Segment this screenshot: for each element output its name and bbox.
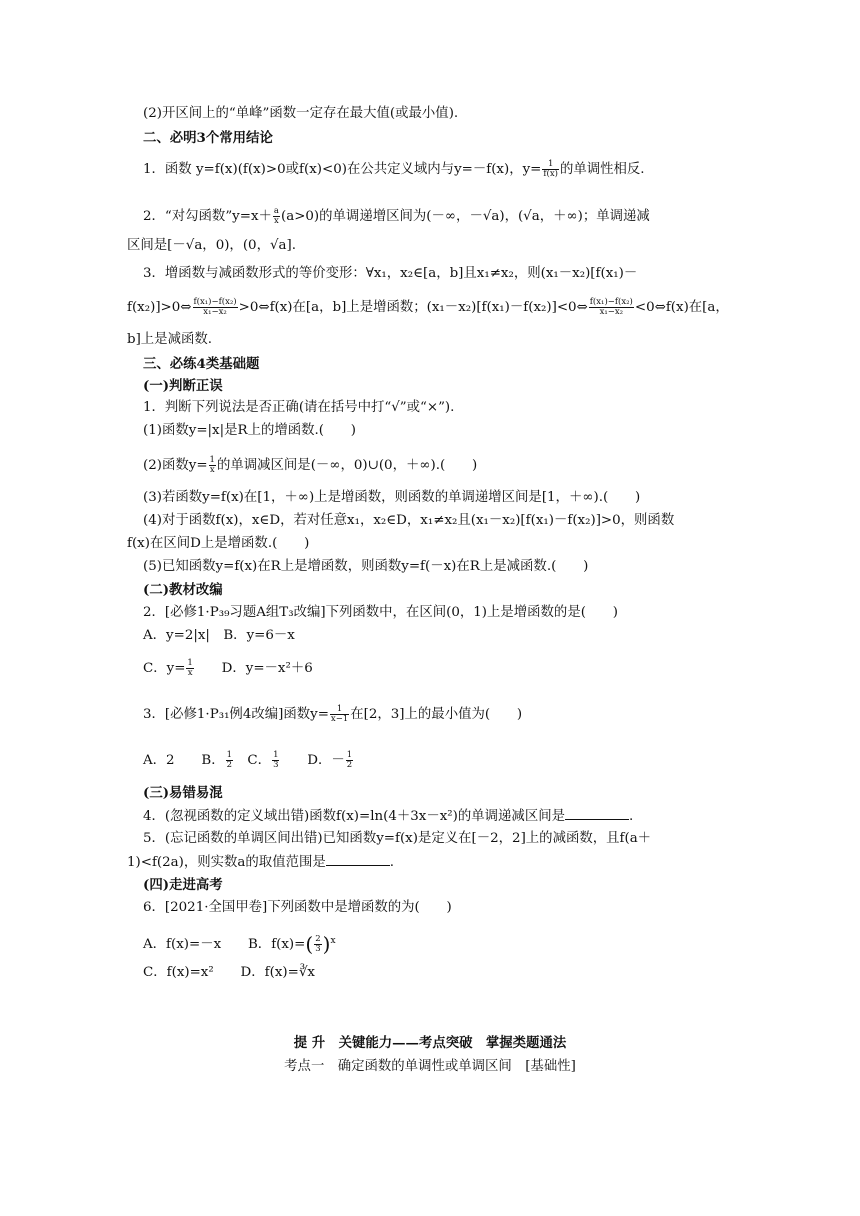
fraction: $\frac{1}{x-1}$ bbox=[330, 704, 349, 724]
question-5-line2: 1)<f(2a)，则实数a的取值范围是 . bbox=[127, 855, 395, 870]
subsection-textbook: (二)教材改编 bbox=[143, 582, 223, 598]
conclusion-3-line1: 3．增函数与减函数形式的等价变形：∀x₁，x₂∈[a，b]且x₁≠x₂，则(x₁－x₂)[f(x₁)－ bbox=[143, 266, 638, 281]
question-2: 2．[必修1·P₃₉习题A组T₃改编]下列函数中，在区间(0，1)上是增函数的是( ) bbox=[143, 605, 618, 620]
question-1-4-line1: (4)对于函数f(x)，x∈D，若对任意x₁，x₂∈D，x₁≠x₂且(x₁－x₂)[f(x₁)－f(x₂)]>0，则函数 bbox=[143, 513, 675, 528]
section-heading-conclusions: 二、必明3个常用结论 bbox=[143, 130, 273, 146]
conclusion-3-line3: b]上是减函数. bbox=[127, 332, 213, 347]
footer-subheading: 考点一 确定函数的单调性或单调区间 [基础性] bbox=[284, 1059, 576, 1074]
answer-blank bbox=[565, 807, 629, 820]
fraction: $\frac{1}{2}$ bbox=[226, 750, 233, 770]
fraction: $\frac{1}{3}$ bbox=[273, 750, 279, 770]
fraction: $\frac{2}{3}$ bbox=[315, 934, 321, 954]
question-4: 4．(忽视函数的定义域出错)函数f(x)=ln(4＋3x－x²)的单调递减区间是 . bbox=[143, 809, 634, 824]
subsection-errors: (三)易错易混 bbox=[143, 785, 223, 801]
question-1-5: (5)已知函数y=f(x)在R上是增函数，则函数y=f(－x)在R上是减函数.( ) bbox=[143, 559, 589, 574]
question-6-options-cd: C．f(x)=x² D．f(x)=∛x bbox=[143, 965, 315, 980]
question-5-line1: 5．(忘记函数的单调区间出错)已知函数y=f(x)是定义在[－2，2]上的减函数，且f(a＋ bbox=[143, 831, 652, 846]
question-1-1: (1)函数y=|x|是R上的增函数.( ) bbox=[143, 423, 357, 438]
fraction: $\frac{a}{x}$ bbox=[273, 206, 279, 226]
question-6-options-ab: A．f(x)=－x B．f(x)=( $\frac{2}{3}$ )$^x$ bbox=[143, 932, 336, 956]
question-1-2: (2)函数y= $\frac{1}{x}$ 的单调减区间是(－∞，0)∪(0，＋∞).( ) bbox=[143, 455, 478, 475]
conclusion-2: 2．“对勾函数”y=x＋ $\frac{a}{x}$ (a>0)的单调递增区间为(－∞，－√a)，(√a，＋∞)；单调递减 bbox=[143, 206, 650, 226]
question-1: 1．判断下列说法是否正确(请在括号中打“√”或“×”). bbox=[143, 400, 455, 415]
fraction: $\frac{1}{x}$ bbox=[187, 658, 193, 678]
question-6: 6．[2021·全国甲卷]下列函数中是增函数的为( ) bbox=[143, 900, 452, 915]
footer-heading: 提 升 关键能力——考点突破 掌握类题通法 bbox=[293, 1035, 567, 1051]
intro-text: (2)开区间上的“单峰”函数一定存在最大值(或最小值). bbox=[143, 106, 459, 121]
conclusion-1: 1．函数 y=f(x)(f(x)>0或f(x)<0)在公共定义域内与y=－f(x)，y= $\frac{1}{f(x)}$ 的单调性相反. bbox=[143, 159, 645, 179]
question-3-options: A．2 B． $\frac{1}{2}$ C． $\frac{1}{3}$ D．－ $\frac{1}{2}$ bbox=[143, 750, 353, 770]
question-3: 3．[必修1·P₃₁例4改编]函数y= $\frac{1}{x-1}$ 在[2，3]上的最小值为( ) bbox=[143, 704, 523, 724]
answer-blank bbox=[326, 853, 390, 866]
fraction: $\frac{\text{f(x₁)−f(x₂)}}{\text{x₁−x₂}}$ bbox=[193, 297, 237, 317]
fraction: $\frac{1}{x}$ bbox=[209, 455, 215, 475]
question-2-options-cd: C．y= $\frac{1}{x}$ D．y=－x²＋6 bbox=[143, 658, 313, 678]
question-1-4-line2: f(x)在区间D上是增函数.( ) bbox=[127, 536, 310, 551]
fraction: $\frac{1}{f(x)}$ bbox=[543, 159, 558, 179]
fraction: $\frac{\text{f(x₁)−f(x₂)}}{\text{x₁−x₂}}$ bbox=[589, 297, 633, 317]
question-2-options-ab: A．y=2|x| B．y=6－x bbox=[143, 628, 295, 643]
subsection-judge: (一)判断正误 bbox=[143, 378, 223, 394]
conclusion-3-line2: f(x₂)]>0⇔ $\frac{\text{f(x₁)−f(x₂)}}{\text{x₁−x₂}}$ >0⇔f(x)在[a，b]上是增函数；(x₁－x₂)[f(x₁)－f(x₂)]<0⇔ $\frac{\text{f(x₁)−f(x₂)}}{\text{x₁−x₂}}$ <0⇔f(x)在[a， bbox=[127, 297, 729, 317]
section-heading-exercises: 三、必练4类基础题 bbox=[143, 356, 260, 372]
conclusion-2-cont: 区间是[－√a，0)，(0，√a]. bbox=[127, 238, 296, 253]
fraction: $\frac{1}{2}$ bbox=[346, 750, 353, 770]
question-1-3: (3)若函数y=f(x)在[1，＋∞)上是增函数，则函数的单调递增区间是[1，＋∞).( ) bbox=[143, 490, 641, 505]
subsection-gaokao: (四)走进高考 bbox=[143, 877, 223, 893]
